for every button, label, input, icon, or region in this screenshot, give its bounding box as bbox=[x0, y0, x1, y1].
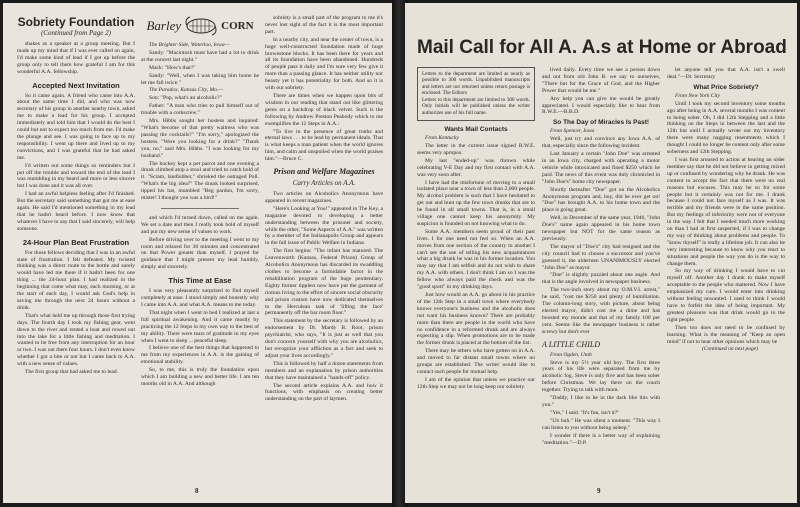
paragraph: Before driving over to the meeting I went to my room and relaxed for 30 minutes and concentrated on that Power greater than myself. I prayed for guidance that I might present my lead humbly, simply and sincerely. bbox=[141, 236, 259, 271]
section-heading: This Time at Ease bbox=[168, 276, 232, 286]
logo-text-right: CORN bbox=[221, 19, 254, 32]
paragraph: This is followed by half a dozen statements from members and an explanation by prison authorities that they have maintained a "hands-off" policy. bbox=[265, 360, 383, 381]
joke-line: Father: "A man who tries to pull himself out of trouble with a corkscrew." bbox=[141, 103, 259, 117]
paragraph: "Uh huh." He was silent a moment. "This way I can listen to you without being asleep." bbox=[542, 417, 660, 431]
paragraph: Last January a certain "John Doe" was arrested in an Iowa city, charged with operating a motor vehicle while intoxicated and fined $250 which he paid. The news of this event was duly chronicled in "John Doe's" home city newspaper. bbox=[542, 151, 660, 185]
paragraph: "Yes," I said. "It's fun, isn't it?" bbox=[550, 409, 620, 416]
letter-origin: From Ogden, Utah bbox=[550, 351, 592, 358]
joke-line: Sandy: "Macintosh must have had a lot to drink at the concert last night." bbox=[141, 49, 259, 63]
continued-note: (Continued from Page 2) bbox=[41, 29, 111, 37]
paragraph: I was very pleasantly surprised to find myself completely at ease. I stood simply and honestly why I came into A.A. and what A.A. means to me today. bbox=[141, 288, 259, 308]
paragraph: "Daddy, I like to be in the dark like this with you." bbox=[542, 395, 660, 408]
paragraph: "To live in the presence of great truths and eternal laws . . . to be lead by permanent ideals. That is what keeps a man patient when the world ignores him, and calm and unspoiled when the world praises him."—Bruce C. bbox=[265, 128, 383, 163]
paragraph: I had an awful helpless feeling after I'd finished. But the secretary said something that got me at ease again. He said I'd mentioned something in my lead that he hadn't heard before. I now know that whatever I have to say that I said sincerely, will help someone. bbox=[17, 191, 135, 232]
right-page bbox=[405, 3, 797, 503]
section-heading: A LITTLE CHILD bbox=[542, 339, 601, 349]
notice-text: Letters to the department are limited as nearly as possible to 300 words. Unpublished manuscripts and letters are not returned unless return postage is enclosed. The Editors bbox=[422, 71, 530, 96]
left-column-3 bbox=[265, 15, 383, 483]
paragraph: This statement by the secretary is followed by an endorsement by Dr. Mardy B. Root, prison psychiatrist, who says, "It is just as well that you don't concern yourself with why you are alcoholics, but recognize your affliction as a fact and seek to adjust your lives accordingly." bbox=[265, 318, 383, 359]
paragraph: Until I took my second inventory some months ago after being in A.A. several months I was content to being sober. Oh, I did 12th Stepping and a little thinking on the Steps in between the last and the 12th but until I actually wrote out my inventory there were many nagging resentments which I thought I could no longer be content only after some soberness and 12th Stepping. bbox=[667, 100, 785, 156]
paragraph: My last "ended-up" was thrown while celebrating V-E Day and my first contact with A.A. was very soon after. bbox=[417, 157, 535, 178]
editor-notice-box bbox=[417, 67, 535, 121]
paragraph: The first group that had asked me to lead. bbox=[25, 369, 119, 376]
paragraph: So, to me, this is truly the foundation upon which I am building a new and better life. I am ten months old in A.A. And although bbox=[141, 367, 259, 387]
letter-origin: From New York City bbox=[675, 92, 720, 99]
paragraph: Any help you can give me would be greatly appreciated. I would especially like to hear from R.W.E.—B.B.D. bbox=[542, 95, 660, 116]
corn-cob-icon bbox=[184, 15, 218, 37]
paragraph: The two-inch story about my O.M.V.I. arrest," he said, "cost me $250 and plenty of humiliation. The column-long story, with picture, about being elected mayor, didn't cost me a dime and has boosted my morale and that of my family 100 per cent. Seems like the newspaper business is rather screwy but don't ever bbox=[542, 287, 660, 335]
section-heading: Accepted Next Invitation bbox=[32, 80, 120, 90]
notice-text: Letters to this department are limited to 300 words. Only initials will be published unless the writer authorizes use of his full name. bbox=[422, 97, 530, 116]
section-heading: So The Day of Miracles Is Past! bbox=[552, 119, 650, 127]
paragraph: Just how would an A.A. go about in his practice of the 12th Step in a small town where everybody knows everyone's business and the alcoholic does not want his business known? There are probably more than there are people in the world who have no confidence in a reformed drunk and are always expecting a slip. When promotions are to be made the former drunk is placed at the bottom of the list. bbox=[417, 292, 535, 347]
letter-origin: From Spencer, Iowa bbox=[550, 128, 595, 135]
article-title: Mail Call for All A. A.s at Home or Abroad bbox=[417, 37, 787, 58]
section-heading: Wants Mail Contacts bbox=[444, 126, 508, 134]
paragraph: and which I'd turned down, called on me again. We set a date and then I really took hold of myself and put my new sense of values to work. bbox=[141, 214, 259, 235]
page-number: 9 bbox=[597, 487, 601, 495]
paragraph: Shortly thereafter "Doe" got on the Alcoholics Anonymous program and, boy, did he ever get on! "Doe" has brought A.A. to his home town and the place is going great. bbox=[542, 186, 660, 214]
paragraph: Steve is my 5½ year old boy. The first three years of his life were separated from me by alcoholic fog. Steve is only five and has been sober before Christmas. We lay there on the couch together. Trying to talk with mom. bbox=[542, 359, 660, 394]
continued-note: (Continued on next page) bbox=[701, 346, 759, 353]
paragraph: let anyone tell you that A.A. isn't a swell deal."—Dr. Secretary bbox=[667, 67, 785, 80]
paragraph: That night when I went to bed I realized at last a full spiritual awakening. And it came mostly by practicing the 12 Steps in my own way to the best of my ability. There were tears of gratitude in my eyes when I went to sleep ... peaceful sleep. bbox=[141, 309, 259, 344]
section-heading: What Price Sobriety? bbox=[693, 83, 759, 91]
paragraph: lived daily. Every time we see a person down and out from old John B. we say to ourselves, "There but for the Grace of God, and the Higher Power that would be me." bbox=[542, 67, 660, 94]
paragraph: There are times when we happen upon bits of wisdom in our reading that stand out like glittering gems on a backdrop of black velvet. Such is the following by Andrew Preston Peabody which to me exemplifies the 12 Steps in A.A.: bbox=[265, 92, 383, 127]
paragraph: Two articles on Alcoholics Anonymous have appeared in recent magazines. bbox=[265, 191, 383, 204]
page-number: 8 bbox=[195, 487, 199, 495]
right-column-1 bbox=[417, 67, 535, 483]
joke-line: Sandy: "Well, when I was taking him home he let me fall twice." bbox=[141, 72, 259, 86]
joke-line: Mack: "How's that?" bbox=[149, 64, 196, 71]
article-title: Sobriety Foundation bbox=[17, 15, 135, 29]
paragraph: Then too does not need to be confused by learning. What is the meaning of "Keep an open mind" if not to hear other opinions which may be bbox=[667, 324, 785, 345]
section-heading: Prison and Welfare Magazines bbox=[273, 167, 375, 177]
joke-line: The hockey kept a pet parrot and one evening a drunk climbed atop a stool and tried to catch hold of it. "Scram, landlubber," shrieked the outraged Poll. "What's the big idea?" The drunk looked surprised, tipped his hat, mumbled "Beg pardon, I'm sorry, mister! I thought you was a bird!" bbox=[141, 160, 259, 202]
paragraph: I am of the opinion that unless we practice our 12th Step we may not be long keep our sobriety. bbox=[417, 376, 535, 390]
left-column-2 bbox=[141, 15, 259, 483]
paragraph: In a nearby city, and near the center of town, is a huge well-constructed foundation made of huge brownstone blocks. It has been there for years and all its foundation have been abandoned. Hundreds of people pass it daily and I'm sure very few give it more than a passing glance. It has neither utility nor beauty yet it has potentiality for both. And so it is with our sobriety. bbox=[265, 36, 383, 92]
paragraph: The second article explains A.A. and how it functions, with emphasis on creating better understanding on the part of laymen. bbox=[265, 382, 383, 403]
joke-source: The Paradox, Kansas City, Mo.— bbox=[149, 87, 224, 94]
section-heading: 24-Hour Plan Beat Frustration bbox=[22, 237, 130, 247]
logo-text-left: Barley bbox=[146, 17, 182, 33]
paragraph: So my way of drinking I would have to cut myself off. Another day I drank to make myself acceptable to the people who mattered. Now I have emphasized my cure. I would enter into drinking without feeling unwanted. I used to think I would have to forfeit the idea of being important. My greatest pleasure was that drink would go to the right people. bbox=[667, 268, 785, 323]
paragraph: I believe one of the best things that happened to me from my experiences in A.A. is the gaining of emotional stability. bbox=[141, 345, 259, 366]
paragraph: Some A.A. members seem proud of their past lives. I for one need not feel so. When an A.A. moves from one section of the country to another I can't see the use of telling his new acquaintances what a big drunk he was in his former location. You may say that I am selfish and do not wish to share my A.A. with others. I don't think I am so I was the fellow who always paid the check and was the "good sport" in my drinking days. bbox=[417, 228, 535, 291]
paragraph: There may be others who have gotten on in A.A. and moved to far distant small towns where no groups are established. The writer would like to contact such people for mutual help. bbox=[417, 348, 535, 375]
right-column-2 bbox=[542, 67, 660, 483]
joke-line: Mrs. Hibbs sought her hostess and inquired: "What's become of that pretty waitress who was passing the cocktails?" "I'm sorry," apologized the hostess. "Were you looking for a drink?" "Thank you, no," said Mrs. Hibbs. "I was looking for my husband." bbox=[141, 118, 259, 159]
section-subheading: Carry Articles on A.A. bbox=[292, 179, 356, 188]
barleycorn-logo bbox=[141, 15, 259, 37]
divider bbox=[161, 208, 239, 209]
paragraph: "Here's Looking at You!" appeared in The Key, a magazine devoted to developing a better understanding between the prisoner and society, while the other, "Some Aspects of A.A." was written by a member of the Indianapolis Group and appears in the fall issue of Public Welfare in Indiana. bbox=[265, 205, 383, 247]
letter-origin: From Kentucky bbox=[425, 135, 459, 142]
paragraph: Well, in December of the same year, 1946, "John Doe's" name again appeared in his home town newspaper but NOT for the same reason as previously. bbox=[542, 215, 660, 242]
paragraph: The mayor of "Doe's" city had resigned and the city council had to choose a successor and you've guessed it, the aldermen UNANIMOUSLY elected "John Doe" as mayor. bbox=[542, 243, 660, 271]
paragraph: shakes as a speaker at a group meeting. But I made up my mind that if I was ever called on again, I'd make some kind of lead if I got up before the group only to tell them how grateful I am for this wonderful A.A. fellowship. bbox=[17, 41, 135, 75]
joke-source: The Brighter Side, Waterloo, Iowa— bbox=[149, 42, 230, 48]
paragraph: I have had the misfortune of moving to a small isolated place near a town of less than 2,000 people. My alcohol problem is such that I have hesitated to get out and hunt up the few town drunks that are to be found in all small towns. That is, in a small village one cannot keep his anonymity. My suspicion is founded on not knowing what to do. bbox=[417, 179, 535, 227]
paragraph: For those fellows deciding that I was in an awful state of frustration. I felt defeated. My twisted thinking was a direct route to the bottle and surely would have led me there if it hadn't been for one thing ... the 24-hour plan. I had realized in the beginning that come what may, each morning, or at the start of each day, I would ask God's help in saving me through the next 24 hours without a drink. bbox=[17, 249, 135, 311]
right-column-3 bbox=[667, 67, 785, 483]
paragraph: That's what held me up through those first trying days. The fourth day I took my fishing gear, went down to the river and rented a boat and rowed out into the lake for a little fishing and meditation. I wanted to be free from any interruption for an hour or two. I was out there four hours. I don't even know whether I got a bite or not but I came back to A.A. with a new sense of values. bbox=[17, 312, 135, 368]
joke-line: Son: "Pop, what's an alcoholic?" bbox=[149, 95, 222, 102]
paragraph: So it came again. A friend who came into A.A. about the same time I did, and who was now secretary of his group in another nearby town, asked me to make a lead for his group. I accepted immediately and told him that I would do the best I could but not to expect too much from me. I'd make the plunge and see. I was going to face up to my responsibility. I went up there and lived up to my convictions, and I was grateful that he had asked me. bbox=[17, 92, 135, 161]
paragraph: sobriety is a small part of the program to me it's never lost sight of the fact it is the most important part. bbox=[265, 15, 383, 35]
paragraph: "Doe" is slightly puzzled about one angle. And that is the angle involved in newspaper business. bbox=[542, 272, 660, 286]
paragraph: Well, just try and convince any Iowa A.A. of that, especially since the following incident. bbox=[542, 136, 660, 150]
left-column-1 bbox=[17, 13, 135, 483]
paragraph: I wonder if there is a better way of explaining "meditation."—D.P. bbox=[542, 432, 660, 446]
paragraph: The letter in the current issue signed R.W.E. seems very apropos. bbox=[417, 142, 535, 156]
paragraph: I'd written out some things so reminders but I put off the trouble and toward the end of the lead I was mumbling in my beard and more or less sincere but I was done and it was all over. bbox=[17, 162, 135, 190]
paragraph: I was first aroused to action at hearing an older member say that he did not believe in getting mixed up or confused by wondering why he drank. He was content to accept the fact that there were no real reasons but excuses. This may be so for some people but it certainly was not for me. I drank because I could not face myself as I was. It was terrible and my friends were in the same position. But my feelings of inferiority were not of everyone in the way I felt that I needed much more working on than I had at first suspected, if I was to change my way of thinking about problems and people. To "know thyself" is really a lifetime job. It can also be very interesting because to know why you react to situations and people the way you do is the way to change them. bbox=[667, 156, 785, 267]
paragraph: The first begins: "The infant has matured. The Leavenworth (Kansas, Federal Prison) Group of Alcoholics Anonymous has discarded its swaddling clothes to become a formidable factor in the rehabilitation program of the huge penitentiary. Eighty former tipplers now have put the garment of riotous living to the effort of sincere social obscurity and prison custom have now dedicated themselves to the Herculean task of 'lifting the face' permanently off the bar room floor." bbox=[265, 248, 383, 317]
left-page bbox=[3, 3, 395, 503]
